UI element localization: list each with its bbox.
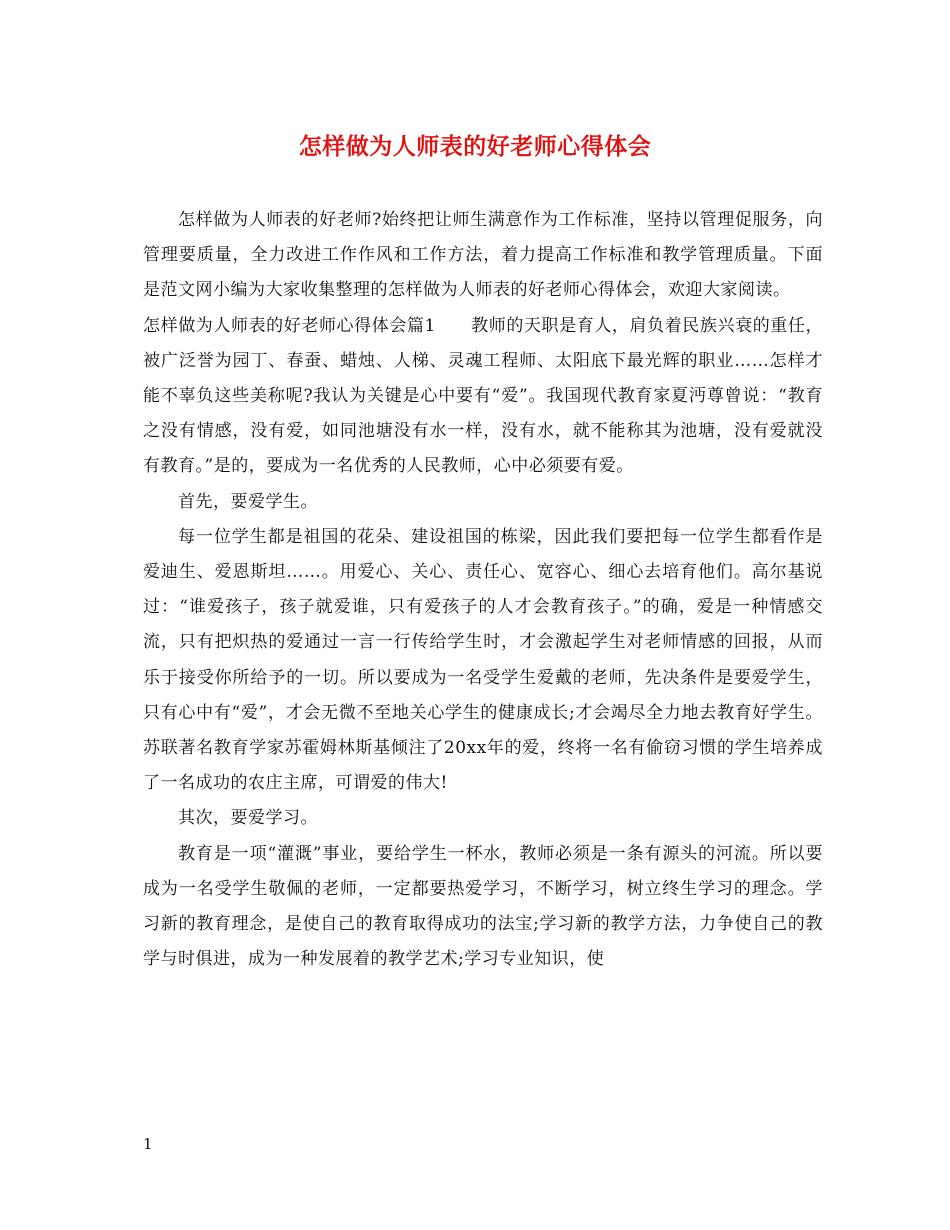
paragraph-love-learning: 教育是一项“灌溉”事业，要给学生一杯水，教师必须是一条有源头的河流。所以要成为一名受学生敬佩的老师，一定都要热爱学习，不断学习，树立终生学习的理念。学习新的教育理念，是使自己的教育取得成功的法宝;学习新的教学方法，力争使自己的教学与时俱进，成为一种发展着的教学艺术;学习专业知识，使 (143, 843, 823, 970)
paragraph-intro: 怎样做为人师表的好老师?始终把让师生满意作为工作标准，坚持以管理促服务，向管理要质量，全力改进工作作风和工作方法，着力提高工作标准和教学管理质量。下面是范文网小编为大家收集整理的怎样做为人师表的好老师心得体会，欢迎大家阅读。 (143, 210, 823, 301)
document-title: 怎样做为人师表的好老师心得体会 (298, 133, 652, 160)
document-body (143, 203, 823, 977)
paragraph-love-students: 每一位学生都是祖国的花朵、建设祖国的栋梁，因此我们要把每一位学生都看作是爱迪生、爱恩斯坦……。用爱心、关心、责任心、宽容心、细心去培育他们。高尔基说过：“谁爱孩子，孩子就爱谁，只有爱孩子的人才会教育孩子。”的确，爱是一种情感交流，只有把炽热的爱通过一言一行传给学生时，才会激起学生对老师情感的回报，从而乐于接受你所给予的一切。所以要成为一名受学生爱戴的老师，先决条件是要爱学生，只有心中有“爱”，才会无微不至地关心学生的健康成长;才会竭尽全力地去教育好学生。苏联著名教育学家苏霍姆林斯基倾注了20xx年的爱，终将一名有偷窃习惯的学生培养成了一名成功的农庄主席，可谓爱的伟大! (143, 526, 823, 794)
paragraph-first-point: 首先，要爱学生。 (178, 491, 318, 512)
page-number: 1 (143, 1135, 153, 1153)
paragraph-section-1: 怎样做为人师表的好老师心得体会篇1 教师的天职是育人，肩负着民族兴衰的重任，被广泛誉为园丁、春蚕、蜡烛、人梯、灵魂工程师、太阳底下最光辉的职业……怎样才能不辜负这些美称呢?我认为关键是心中要有“爱”。我国现代教育家夏沔尊曾说：“教育之没有情感，没有爱，如同池塘没有水一样，没有水，就不能称其为池塘，没有爱就没有教育。”是的，要成为一名优秀的人民教师，心中必须要有爱。 (143, 315, 823, 477)
paragraph-second-point: 其次，要爱学习。 (178, 808, 318, 829)
